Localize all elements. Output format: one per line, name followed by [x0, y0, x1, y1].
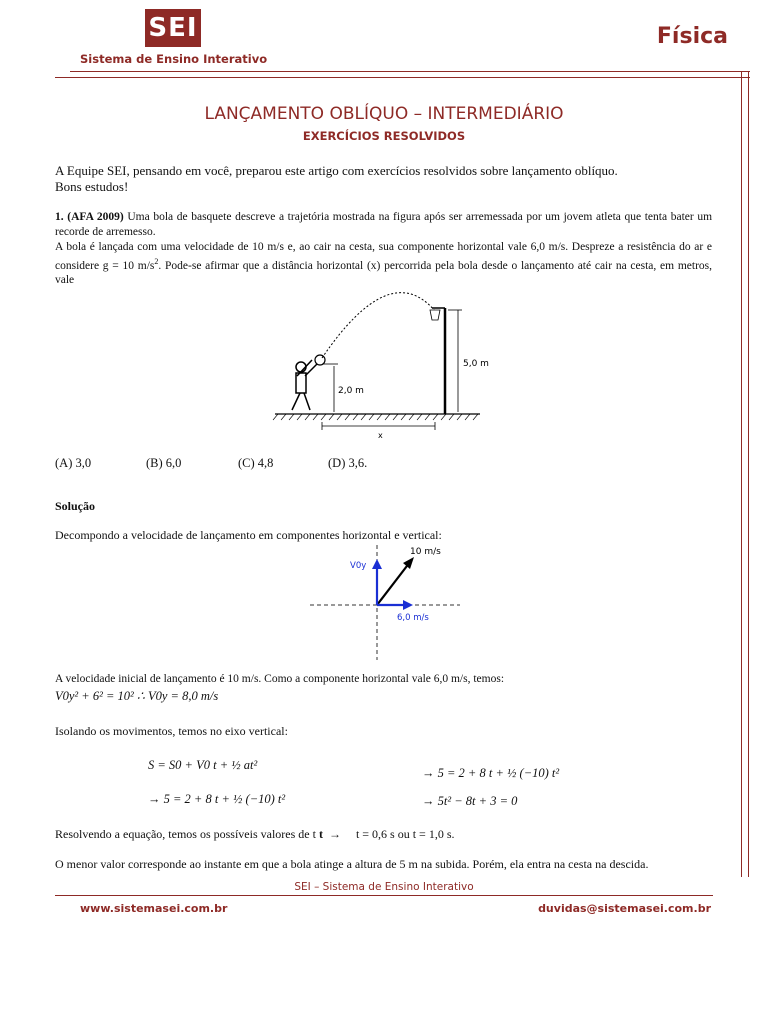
question-body-2a: A bola é lançada com uma velocidade de 10 m/s e, ao cair na cesta, sua componente horizontal vale 6,0 m/s. Despreze a resistência do ar e considere g = 10 m/s — [55, 241, 712, 272]
hoop-icon — [430, 310, 440, 320]
solution-p2-eq: V0y² + 6² = 10² ∴ V0y = 8,0 m/s — [55, 689, 219, 703]
eq-2: → 5 = 2 + 8 t + ½ (−10) t² — [148, 792, 286, 806]
footer-email-link[interactable]: duvidas@sistemasei.com.br — [538, 902, 711, 915]
solution-p4: Resolvendo a equação, temos os possíveis valores de t t → t = 0,6 s ou t = 1,0 s. — [55, 827, 455, 841]
question-body-1: Uma bola de basquete descreve a trajetória mostrada na figura após ser arremessada por um jovem atleta que tenta bater um recorde de arremesso. — [55, 211, 713, 238]
right-rule-2 — [748, 71, 749, 877]
intro-line-2: Bons estudos! — [55, 179, 129, 194]
eq-4: → 5t² − 8t + 3 = 0 — [422, 794, 518, 808]
footer-title: SEI – Sistema de Ensino Interativo — [294, 881, 474, 893]
question-sup: 2 — [154, 256, 159, 266]
question-number: 1. — [55, 211, 64, 223]
logo-subtitle: Sistema de Ensino Interativo — [80, 52, 268, 66]
label-6ms: 6,0 m/s — [397, 613, 429, 623]
footer-rule — [55, 895, 713, 896]
option-b: (B) 6,0 — [146, 456, 182, 470]
solution-p4b: t = 0,6 s ou t = 1,0 s. — [355, 827, 455, 841]
intro-line-1: A Equipe SEI, pensando em você, preparou este artigo com exercícios resolvidos sobre lançamento oblíquo. — [55, 163, 618, 178]
option-c: (C) 4,8 — [238, 456, 274, 470]
eq-1: S = S0 + V0 t + ½ at² — [148, 758, 258, 772]
label-2m: 2,0 m — [338, 386, 364, 396]
solution-p3: Isolando os movimentos, temos no eixo vertical: — [55, 724, 288, 738]
question-body-2b: . Pode-se afirmar que a distância horizontal (x) percorrida pela bola desde o lançamento até cair na cesta, em metros, vale — [55, 259, 712, 286]
subject-title: Física — [656, 24, 728, 49]
ball-icon — [315, 355, 325, 365]
label-x: x — [378, 431, 383, 440]
basketball-figure — [270, 278, 490, 443]
page-subtitle: EXERCÍCIOS RESOLVIDOS — [302, 129, 466, 143]
footer-website-link[interactable]: www.sistemasei.com.br — [80, 902, 228, 915]
solution-heading: Solução — [55, 499, 96, 513]
option-a: (A) 3,0 — [55, 456, 92, 470]
label-5m: 5,0 m — [463, 359, 489, 369]
header-rule — [70, 71, 750, 72]
player-icon — [292, 360, 318, 410]
label-v0y: V0y — [350, 561, 367, 571]
vector-figure — [300, 540, 470, 665]
label-10ms: 10 m/s — [410, 547, 441, 557]
logo: SEI — [148, 13, 198, 43]
option-d: (D) 3,6. — [328, 456, 368, 470]
trajectory — [322, 293, 435, 358]
question-source: (AFA 2009) — [67, 211, 124, 223]
solution-p2: A velocidade inicial de lançamento é 10 m/s. Como a componente horizontal vale 6,0 m/s, temos: — [55, 673, 505, 685]
solution-p5: O menor valor corresponde ao instante em que a bola atinge a altura de 5 m na subida. Porém, ela entra na cesta na descida. — [55, 857, 649, 871]
solution-p1: Decompondo a velocidade de lançamento em componentes horizontal e vertical: — [55, 528, 442, 542]
right-rule — [741, 71, 742, 877]
eq-3: → 5 = 2 + 8 t + ½ (−10) t² — [422, 766, 560, 780]
solution-p4a: Resolvendo a equação, temos os possíveis valores de t — [55, 827, 316, 841]
header-rule-2 — [55, 77, 750, 78]
question-text-1 — [55, 210, 712, 239]
page-title: LANÇAMENTO OBLÍQUO – INTERMEDIÁRIO — [204, 104, 564, 124]
